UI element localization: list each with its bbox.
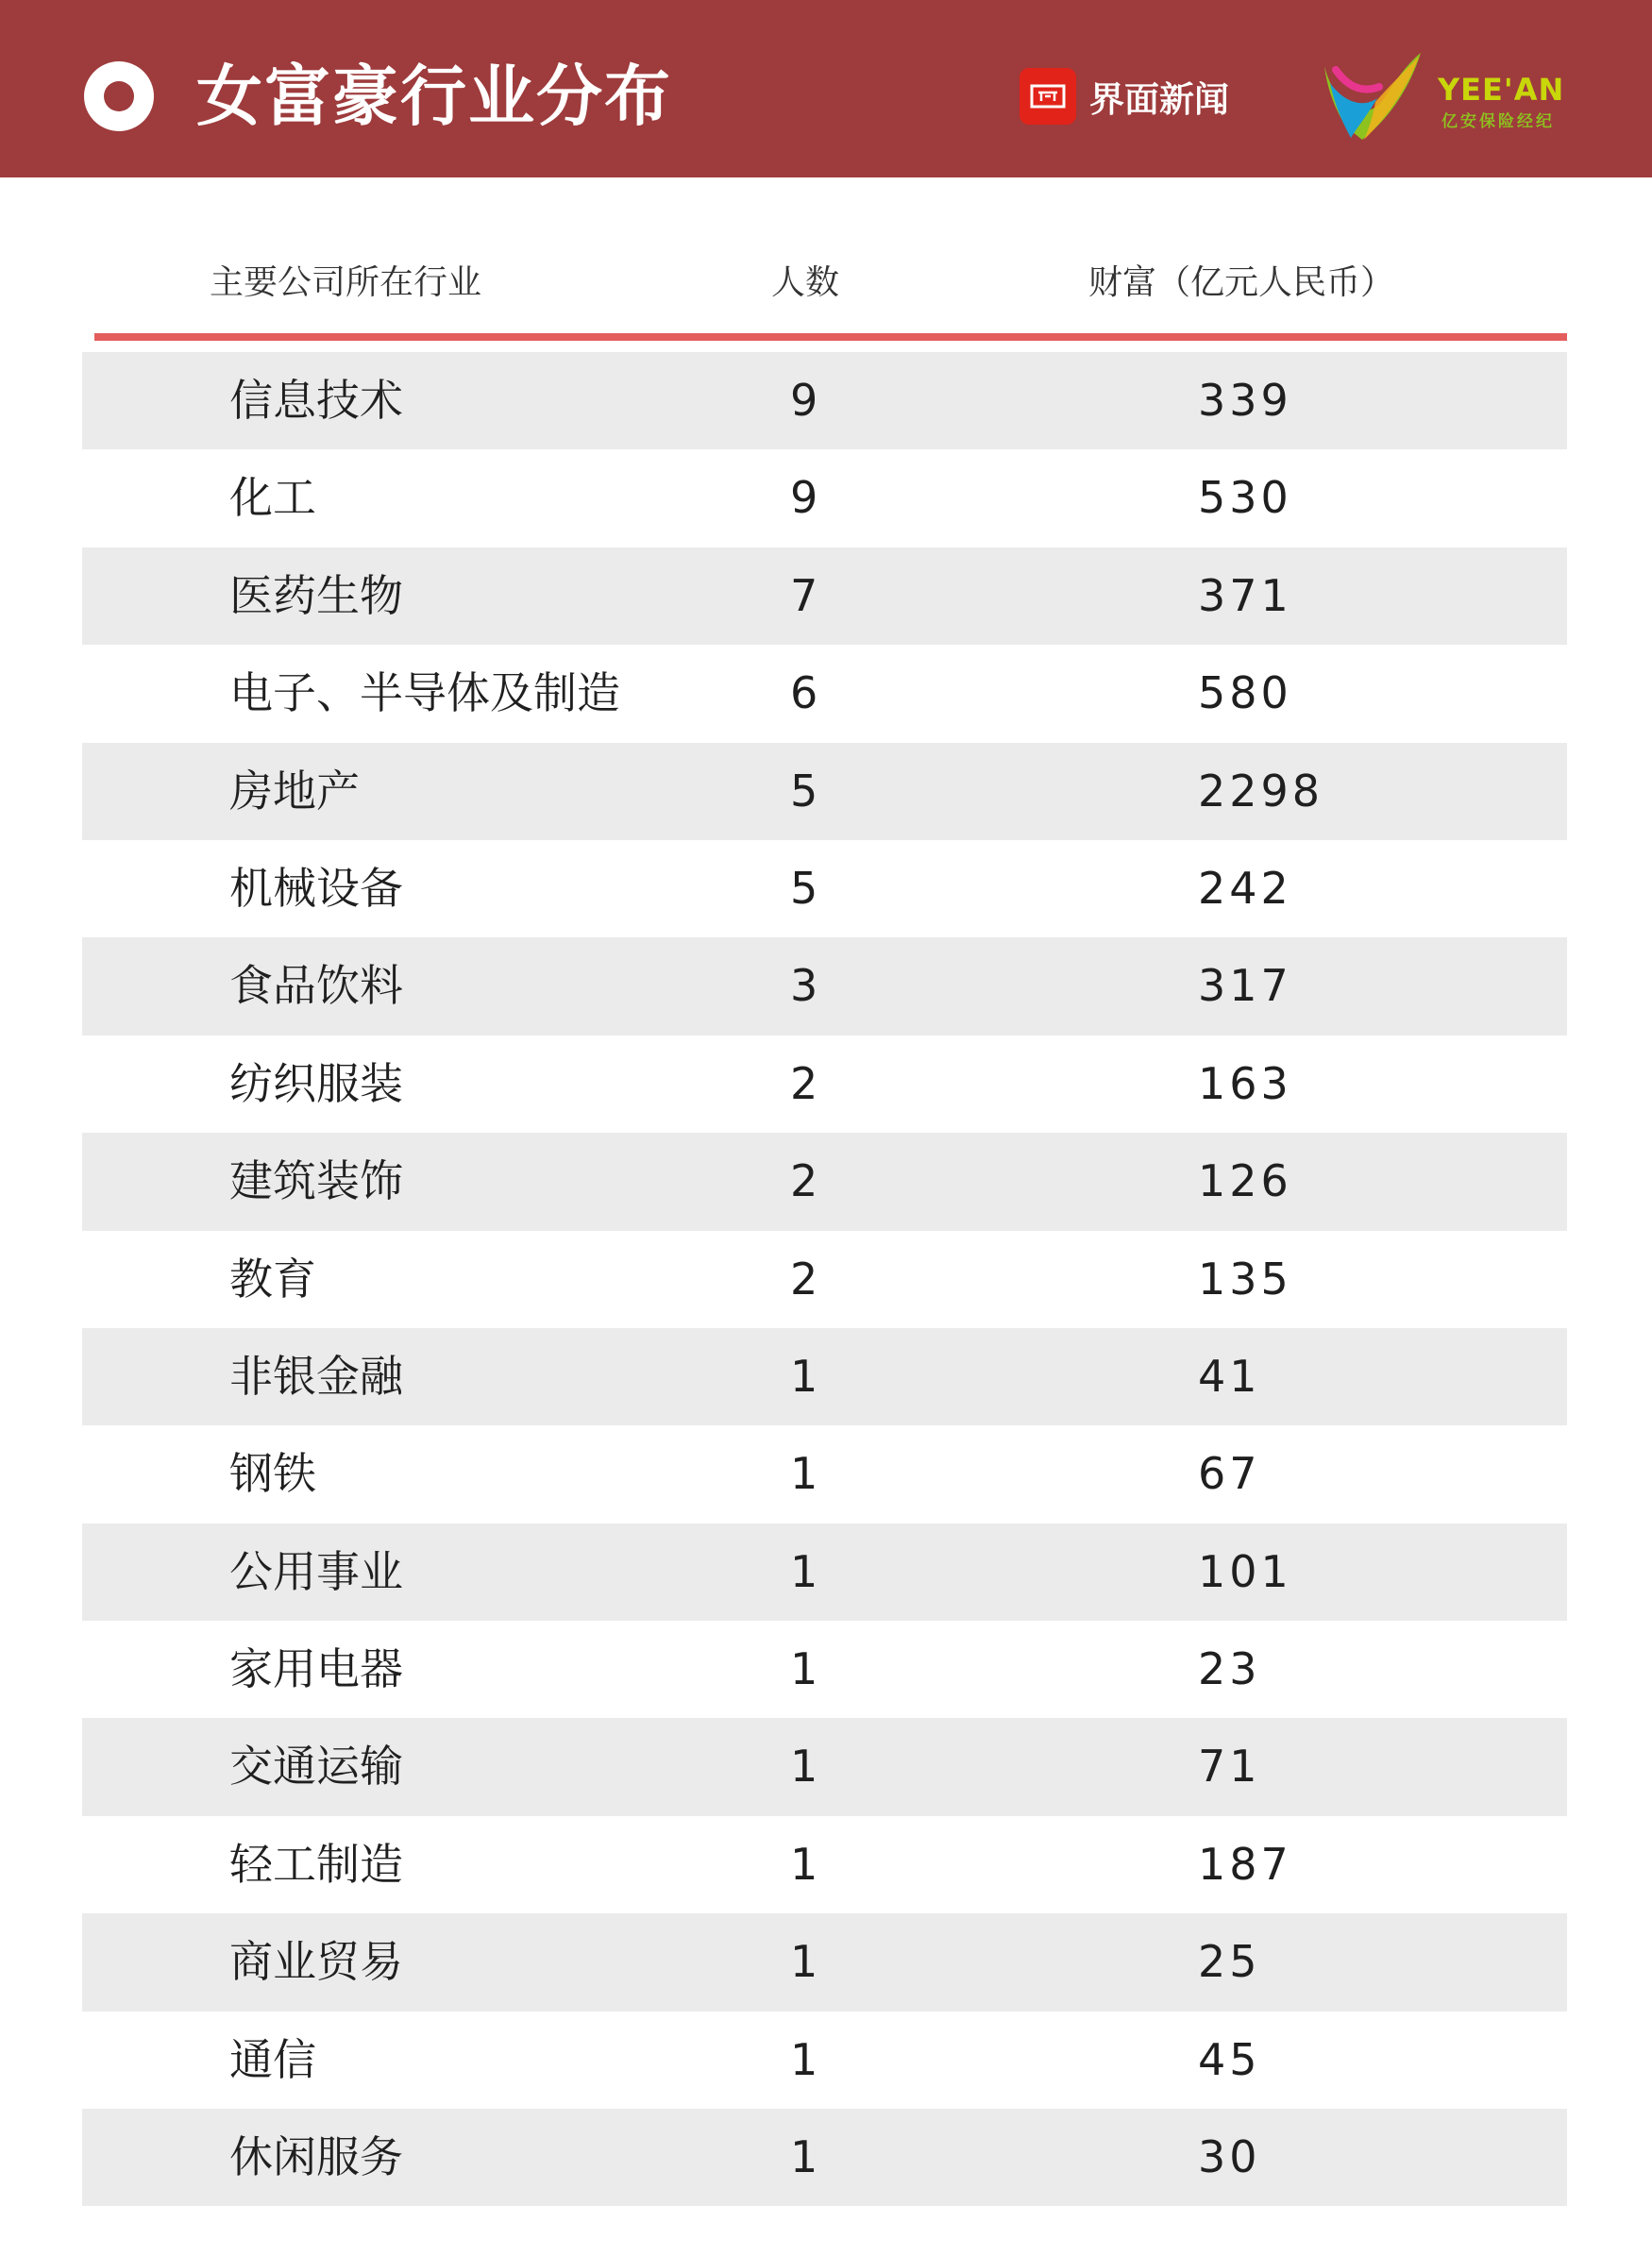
wealth-cell: 2298 [1198, 765, 1324, 817]
count-cell: 1 [790, 1350, 820, 1402]
count-cell: 1 [790, 1838, 820, 1890]
title-bullet-icon [84, 61, 154, 131]
page-title: 女富豪行业分布 [196, 58, 672, 135]
yeean-logo-name: YEE'AN [1438, 72, 1565, 108]
wealth-cell: 317 [1198, 960, 1292, 1012]
table-row [82, 1816, 1567, 1913]
count-cell: 1 [790, 2131, 820, 2183]
table-row [82, 937, 1567, 1035]
wealth-cell: 339 [1198, 375, 1292, 426]
table-row [82, 1718, 1567, 1815]
table-row [82, 449, 1567, 547]
table-row [82, 645, 1567, 742]
count-cell: 9 [790, 472, 820, 524]
table-row [82, 743, 1567, 840]
industry-cell: 纺织服装 [229, 1057, 403, 1109]
column-header-wealth: 财富（亿元人民币） [1088, 263, 1395, 302]
wealth-cell: 242 [1198, 862, 1292, 914]
wealth-cell: 23 [1198, 1643, 1261, 1695]
header-banner [0, 0, 1652, 177]
wealth-cell: 45 [1198, 2033, 1261, 2085]
wealth-cell: 530 [1198, 472, 1292, 524]
industry-cell: 建筑装饰 [229, 1155, 403, 1207]
industry-cell: 房地产 [229, 765, 360, 817]
table-row [82, 1035, 1567, 1133]
count-cell: 2 [790, 1253, 820, 1305]
column-header-count: 人数 [771, 263, 840, 302]
table-row [82, 1231, 1567, 1328]
count-cell: 2 [790, 1155, 820, 1207]
industry-cell: 教育 [229, 1253, 316, 1305]
industry-cell: 钢铁 [229, 1448, 316, 1500]
count-cell: 1 [790, 1936, 820, 1988]
count-cell: 1 [790, 1545, 820, 1597]
wealth-cell: 67 [1198, 1448, 1261, 1500]
wealth-cell: 30 [1198, 2131, 1261, 2183]
table-row [82, 840, 1567, 937]
industry-cell: 化工 [229, 472, 316, 524]
yeean-logo [1317, 45, 1581, 149]
industry-cell: 公用事业 [229, 1545, 403, 1597]
table-row [82, 1621, 1567, 1718]
industry-cell: 家用电器 [229, 1643, 403, 1695]
wealth-cell: 101 [1198, 1545, 1292, 1597]
count-cell: 9 [790, 375, 820, 426]
table-row [82, 2012, 1567, 2109]
wealth-cell: 71 [1198, 1741, 1261, 1793]
industry-cell: 电子、半导体及制造 [229, 667, 620, 719]
data-table [82, 352, 1567, 2206]
table-row [82, 1133, 1567, 1230]
jiemian-logo [1020, 66, 1229, 126]
count-cell: 1 [790, 2033, 820, 2085]
wealth-cell: 25 [1198, 1936, 1261, 1988]
column-header-industry: 主要公司所在行业 [210, 263, 482, 302]
industry-cell: 信息技术 [229, 375, 403, 426]
industry-cell: 轻工制造 [229, 1838, 403, 1890]
wealth-cell: 163 [1198, 1057, 1292, 1109]
wealth-cell: 371 [1198, 569, 1292, 621]
table-row [82, 1425, 1567, 1523]
wealth-cell: 580 [1198, 667, 1292, 719]
table-row [82, 1328, 1567, 1425]
count-cell: 7 [790, 569, 820, 621]
industry-cell: 商业贸易 [229, 1936, 403, 1988]
count-cell: 6 [790, 667, 820, 719]
wealth-cell: 187 [1198, 1838, 1292, 1890]
industry-cell: 休闲服务 [229, 2131, 403, 2183]
count-cell: 5 [790, 765, 820, 817]
table-row [82, 547, 1567, 645]
count-cell: 3 [790, 960, 820, 1012]
table-row [82, 1524, 1567, 1621]
count-cell: 1 [790, 1643, 820, 1695]
wealth-cell: 41 [1198, 1350, 1261, 1402]
industry-cell: 交通运输 [229, 1741, 403, 1793]
industry-cell: 医药生物 [229, 569, 403, 621]
table-row [82, 352, 1567, 449]
jiemian-logo-text: 界面新闻 [1089, 79, 1229, 120]
wealth-cell: 126 [1198, 1155, 1292, 1207]
industry-cell: 机械设备 [229, 862, 403, 914]
count-cell: 1 [790, 1741, 820, 1793]
wealth-cell: 135 [1198, 1253, 1292, 1305]
industry-cell: 非银金融 [229, 1350, 403, 1402]
table-row [82, 1913, 1567, 2011]
count-cell: 5 [790, 862, 820, 914]
yeean-logo-icon [1317, 45, 1430, 149]
header-divider [94, 333, 1567, 341]
yeean-logo-subtitle: 亿安保险经纪 [1441, 112, 1555, 131]
count-cell: 1 [790, 1448, 820, 1500]
table-row [82, 2109, 1567, 2206]
jiemian-logo-icon [1020, 68, 1076, 125]
industry-cell: 通信 [229, 2033, 316, 2085]
count-cell: 2 [790, 1057, 820, 1109]
industry-cell: 食品饮料 [229, 960, 403, 1012]
